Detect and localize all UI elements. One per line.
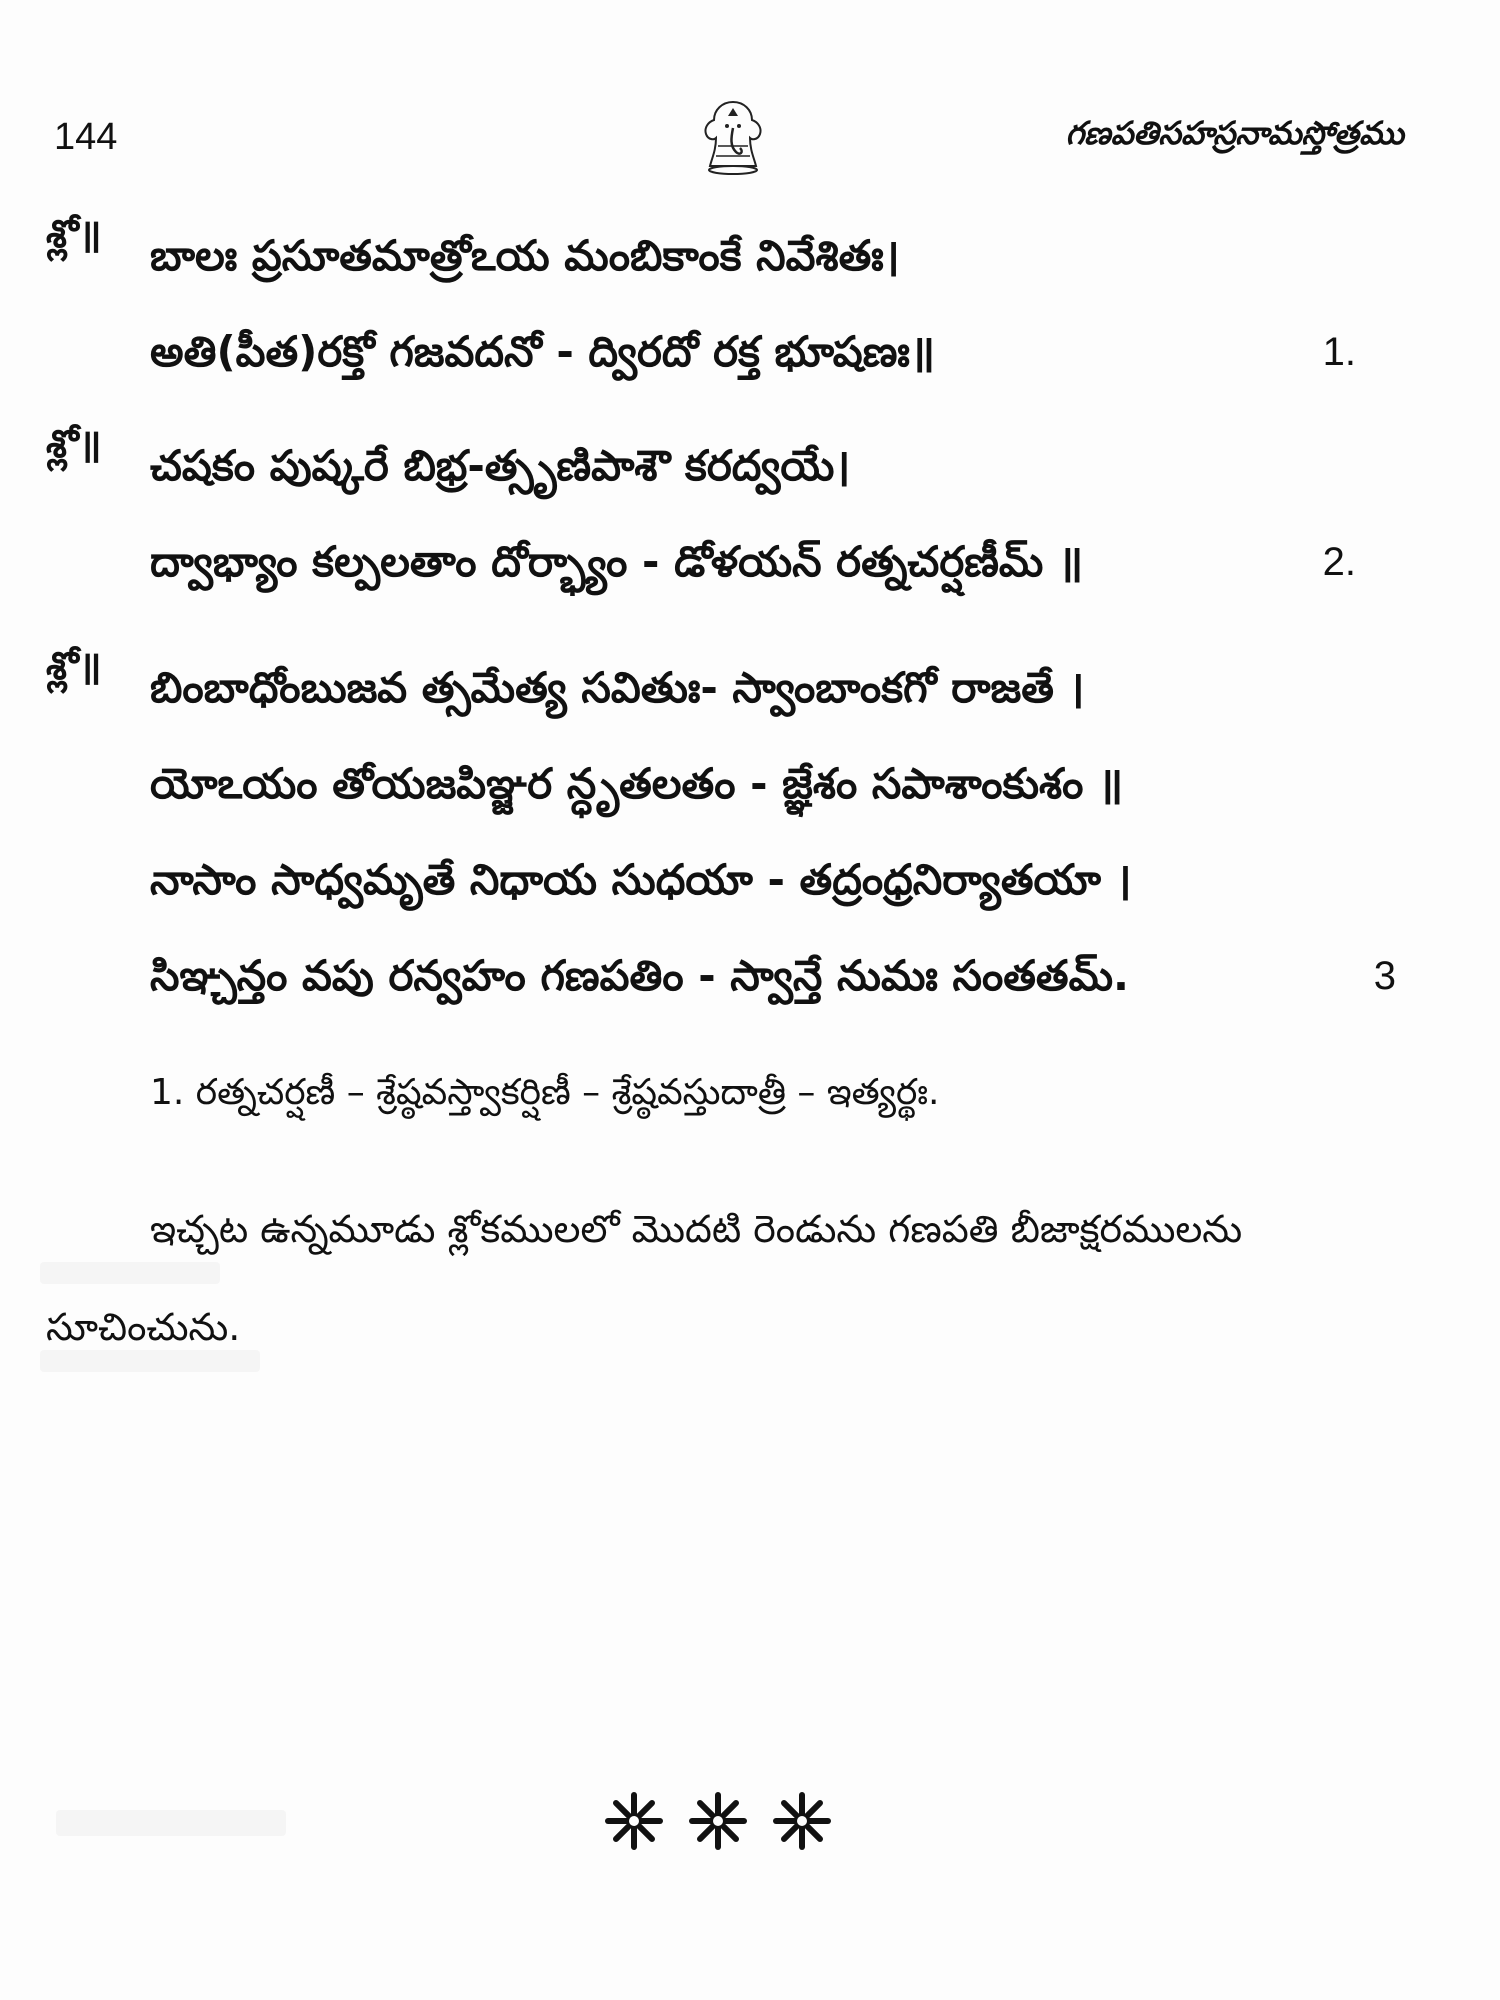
verse-2 [46, 418, 1406, 610]
verse-line-text: చషకం పుష్కరే బిభ్ర-త్సృణిపాశౌ కరద్వయే। [150, 441, 851, 490]
verse-line-text: అతి(పీత)రక్తో గజవదనో - ద్విరదో రక్త భూషణః॥ [150, 327, 936, 376]
verse-line-text: సిఞ్చన్తం వపు రన్వహం గణపతిం - స్వాన్తే నుమః సంతతమ్. [150, 951, 1129, 1000]
body-paragraph [46, 1180, 1406, 1376]
verse-line [150, 514, 1406, 610]
page-header [0, 100, 1500, 190]
verse-3 [46, 640, 1406, 1024]
bleed-through-mark [56, 1810, 286, 1836]
verse-mark: శ్లో॥ [46, 212, 102, 256]
verse-line [150, 832, 1406, 928]
verse-number: 1. [1322, 330, 1356, 374]
verse-line-text: ద్వాభ్యాం కల్పలతాం దోర్భ్యాం - డోళయన్ రత్నచర్షణీమ్ ॥ [150, 537, 1084, 586]
paragraph-line: ఇచ్చట ఉన్నమూడు శ్లోకములలో మొదటి రెండును గణపతి బీజాక్షరములను [150, 1207, 1243, 1251]
verse-line-text: యోఽయం తోయజపిఞ్జర న్ధృతలతం - జ్ఞేశం సపాశాంకుశం ॥ [150, 759, 1124, 808]
asterism-ornament-icon [598, 1786, 838, 1856]
verse-line-text: నాసాం సాధ్వమృతే నిధాయ సుధయా - తద్రంధ్రనిర్యాతయా । [150, 855, 1132, 904]
verse-line [150, 640, 1406, 736]
page-number: 144 [54, 116, 118, 158]
footnote: 1. రత్నచర్షణీ – శ్రేష్ఠవస్త్వాకర్షిణీ – శ్రేష్ఠవస్తుదాత్రీ – ఇత్యర్థః. [150, 1072, 940, 1113]
verse-number: 2. [1322, 540, 1356, 584]
paragraph-line: సూచించును. [46, 1305, 241, 1349]
verse-mark: శ్లో॥ [46, 422, 102, 466]
ganesha-icon [700, 100, 766, 176]
verse-line-text: బింబాధోంబుజవ త్సమేత్య సవితుః- స్వాంబాంకగో రాజతే । [150, 663, 1085, 712]
verse-number: 3 [1373, 954, 1396, 998]
verse-line [150, 208, 1406, 304]
verse-line [150, 736, 1406, 832]
verse-line [150, 418, 1406, 514]
verse-1 [46, 208, 1406, 400]
verse-mark: శ్లో॥ [46, 644, 102, 688]
verse-line [150, 304, 1406, 400]
verse-line-text: బాలః ప్రసూతమాత్రోఽయ మంబికాంకే నివేశితః। [150, 231, 900, 280]
verse-line [150, 928, 1406, 1024]
running-title: గణపతిసహస్రనామస్తోత్రము [1065, 114, 1404, 152]
